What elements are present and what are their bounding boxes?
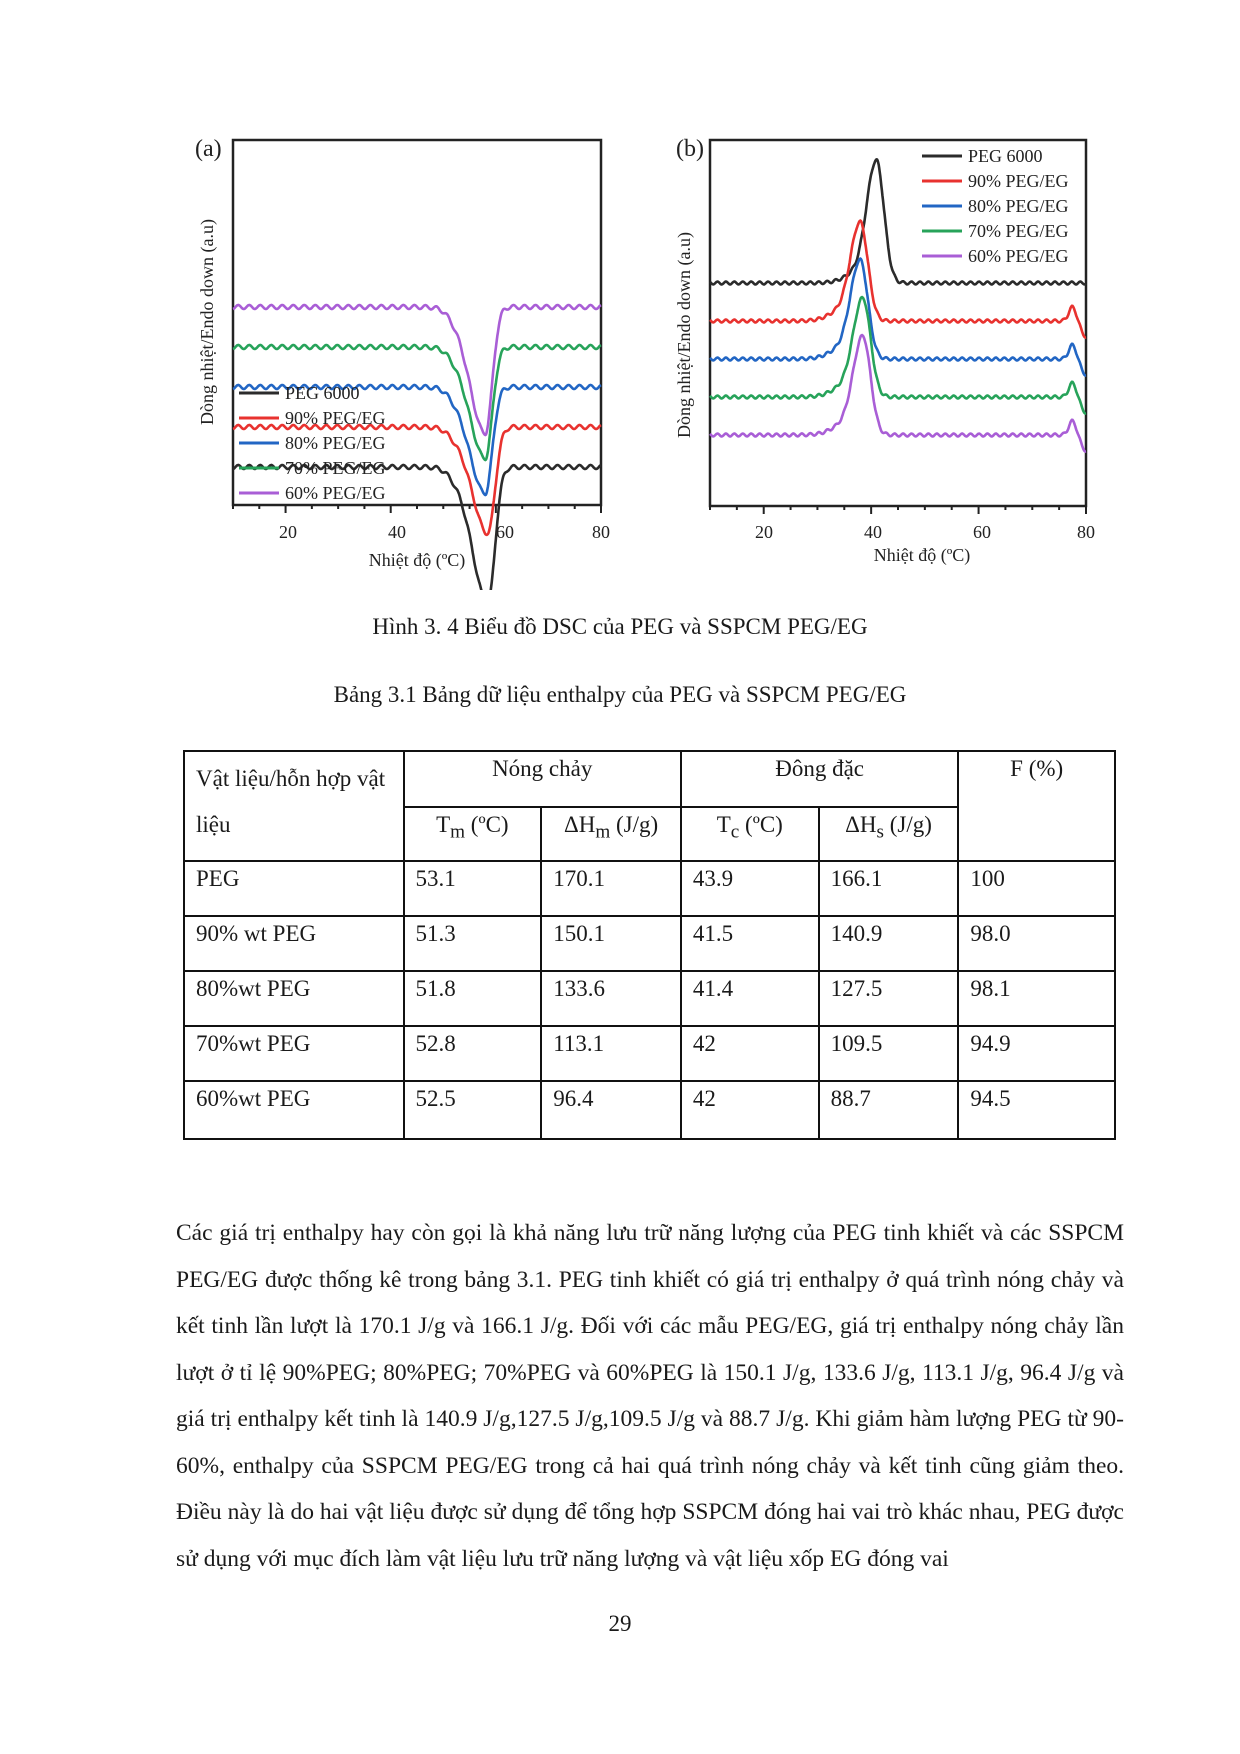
xtick-label: 40 [864,522,882,542]
header-hs: $\Delta H_s$ (J/g) [819,807,959,861]
panel-label-a: (a) [195,136,222,162]
header-hm: $\Delta H_m$ (J/g) [541,807,681,861]
ylabel-b: Dòng nhiệt/Endo down (a.u) [674,232,694,438]
series-line [710,335,1086,451]
cell-tm: 52.8 [404,1026,542,1081]
header-melting: Nóng chảy [404,751,681,807]
xlabel-a: Nhiệt độ (ºC) [368,550,466,570]
xtick-label: 20 [755,522,773,542]
cell-tm: 51.3 [404,916,542,971]
cell-material: 60%wt PEG [184,1081,404,1139]
xtick-label: 60 [496,522,514,542]
legend-a [239,383,386,503]
cell-tm: 53.1 [404,861,542,916]
cell-hs: 109.5 [819,1026,959,1081]
cell-f: 94.9 [958,1026,1115,1081]
table-row [184,971,1115,1026]
legend-label: 60% PEG/EG [968,246,1069,266]
cell-material: PEG [184,861,404,916]
cell-tc: 41.4 [681,971,819,1026]
dsc-chart-b [670,130,1120,590]
ylabel-a: Dòng nhiệt/Endo down (a.u) [197,219,217,425]
legend-label: 70% PEG/EG [285,458,386,478]
table-row [184,1026,1115,1081]
legend-label: 70% PEG/EG [968,221,1069,241]
cell-tc: 43.9 [681,861,819,916]
legend-b [922,146,1069,266]
cell-hs: 140.9 [819,916,959,971]
xtick-label: 20 [279,522,297,542]
cell-material: 80%wt PEG [184,971,404,1026]
header-solidifying: Đông đặc [681,751,958,807]
cell-tc: 42 [681,1081,819,1139]
table-caption: Bảng 3.1 Bảng dữ liệu enthalpy của PEG và SSPCM PEG/EG [333,682,907,707]
cell-material: 90% wt PEG [184,916,404,971]
legend-label: PEG 6000 [285,383,360,403]
legend-label: 90% PEG/EG [968,171,1069,191]
enthalpy-table [183,750,1116,1140]
legend-label: 90% PEG/EG [285,408,386,428]
figure-caption: Hình 3. 4 Biểu đồ DSC của PEG và SSPCM PEG/EG [372,614,868,639]
cell-hm: 150.1 [541,916,681,971]
xtick-label: 60 [973,522,991,542]
panel-label-b: (b) [676,136,704,162]
cell-hm: 113.1 [541,1026,681,1081]
cell-material: 70%wt PEG [184,1026,404,1081]
header-tm: $T_m$ (ºC) [404,807,542,861]
cell-f: 98.0 [958,916,1115,971]
cell-tc: 42 [681,1026,819,1081]
xlabel-b: Nhiệt độ (ºC) [873,545,971,565]
table-row [184,916,1115,971]
legend-label: PEG 6000 [968,146,1043,166]
legend-label: 60% PEG/EG [285,483,386,503]
xtick-label: 80 [592,522,610,542]
header-f: F (%) [958,751,1115,861]
dsc-chart-a [183,130,633,590]
series-line [710,259,1086,376]
cell-hm: 96.4 [541,1081,681,1139]
header-tc: $T_c$ (ºC) [681,807,819,861]
legend-label: 80% PEG/EG [968,196,1069,216]
cell-hs: 127.5 [819,971,959,1026]
page-number: 29 [608,1611,632,1636]
cell-hm: 133.6 [541,971,681,1026]
cell-tm: 52.5 [404,1081,542,1139]
cell-tc: 41.5 [681,916,819,971]
xtick-label: 40 [388,522,406,542]
cell-hs: 88.7 [819,1081,959,1139]
cell-f: 100 [958,861,1115,916]
cell-f: 98.1 [958,971,1115,1026]
xtick-label: 80 [1077,522,1095,542]
cell-f: 94.5 [958,1081,1115,1139]
table-row [184,1081,1115,1139]
body-paragraph: Các giá trị enthalpy hay còn gọi là khả năng lưu trữ năng lượng của PEG tinh khiết và các SSPCM PEG/EG được thống kê trong bảng 3.1. PEG tinh khiết có giá trị enthalpy ở quá trình nóng chảy và kết tinh lần lượt là 170.1 J/g và 166.1 J/g. Đối với các mẫu PEG/EG, giá trị enthalpy nóng chảy lần lượt ở tỉ lệ 90%PEG; 80%PEG; 70%PEG và 60%PEG là 150.1 J/g, 133.6 J/g, 113.1 J/g, 96.4 J/g và giá trị enthalpy kết tinh là 140.9 J/g,127.5 J/g,109.5 J/g và 88.7 J/g. Khi giảm hàm lượng PEG từ 90-60%, enthalpy của SSPCM PEG/EG trong cả hai quá trình nóng chảy và kết tinh cũng giảm theo. Điều này là do hai vật liệu được sử dụng để tổng hợp SSPCM đóng hai vai trò khác nhau, PEG được sử dụng với mục đích làm vật liệu lưu trữ năng lượng và vật liệu xốp EG đóng vai [176,1220,1124,1572]
cell-tm: 51.8 [404,971,542,1026]
cell-hm: 170.1 [541,861,681,916]
cell-hs: 166.1 [819,861,959,916]
series-line [710,297,1086,413]
legend-label: 80% PEG/EG [285,433,386,453]
table-row [184,861,1115,916]
header-material: Vật liệu/hỗn hợp vật liệu [184,751,404,861]
